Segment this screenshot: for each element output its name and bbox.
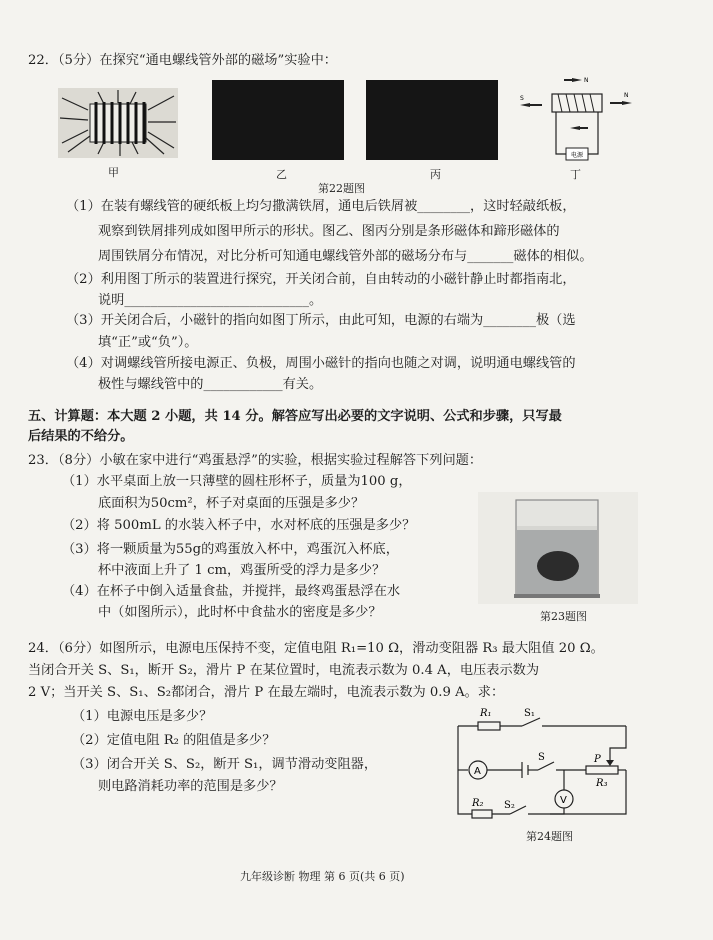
compass-left-s: S <box>520 95 524 102</box>
q22-part1-line2: 观察到铁屑排列成如图甲所示的形状。图乙、图丙分别是条形磁体和蹄形磁体的 <box>98 224 560 239</box>
power-label: 电源 <box>570 152 584 159</box>
figure-yi-bar-magnet-photo <box>212 80 344 160</box>
label-s1: S₁ <box>524 708 535 719</box>
q22-part1-line1: （1）在装有螺线管的硬纸板上均匀撒满铁屑，通电后铁屑被________，这时轻敲纸板， <box>66 199 576 214</box>
section5-heading-line1: 五、计算题：本大题 2 小题，共 14 分。解答应写出必要的文字说明、公式和步骤，只写最 <box>28 409 562 424</box>
q23-part3-line1: （3）将一颗质量为55g的鸡蛋放入杯中，鸡蛋沉入杯底， <box>62 542 399 557</box>
figure-label-ding: 丁 <box>570 168 581 181</box>
label-s: S <box>538 752 545 763</box>
figure-bing-u-magnet-photo <box>366 80 498 160</box>
figure-label-bing: 丙 <box>430 168 441 181</box>
q22-figure-caption: 第22题图 <box>318 182 365 195</box>
q24-part1: （1）电源电压是多少？ <box>72 709 213 724</box>
q23-part3-line2: 杯中液面上升了 1 cm，鸡蛋所受的浮力是多少？ <box>98 563 386 578</box>
label-s2: S₂ <box>504 800 515 811</box>
figure-label-yi: 乙 <box>276 168 287 181</box>
q22-part3-line2: 填“正”或“负”）。 <box>98 335 198 350</box>
figure-ding-solenoid-circuit <box>516 72 636 167</box>
q23-part2-line1: （2）将 500mL 的水装入杯子中，水对杯底的压强是多少？ <box>62 518 416 533</box>
q23-figure-caption: 第23题图 <box>540 610 587 623</box>
label-r3: R₃ <box>596 778 608 789</box>
q22-part1-line3: 周围铁屑分布情况，对比分析可知通电螺线管外部的磁场分布与_______磁体的相似。 <box>98 249 593 264</box>
compass-top-n: N <box>584 77 589 84</box>
q22-part4-line2: 极性与螺线管中的____________有关。 <box>98 377 323 392</box>
q22-part2-line1: （2）利用图丁所示的装置进行探究，开关闭合前，自由转动的小磁针静止时都指南北， <box>66 272 576 287</box>
ammeter-label: A <box>474 766 481 777</box>
figure-q23-egg-glass <box>478 492 638 604</box>
q24-header-line1: 24．（6分）如图所示，电源电压保持不变，定值电阻 R₁=10 Ω，滑动变阻器 R₃ 最大阻值 20 Ω。 <box>28 641 604 656</box>
figure-jia-solenoid-filings <box>58 88 178 158</box>
q22-part3-line1: （3）开关闭合后，小磁针的指向如图丁所示，由此可知，电源的右端为________极（选 <box>66 313 576 328</box>
q23-part1-line2: 底面积为50cm²，杯子对桌面的压强是多少？ <box>98 496 365 511</box>
page-footer: 九年级诊断 物理 第 6 页(共 6 页) <box>240 870 405 883</box>
label-p: P <box>594 754 601 765</box>
label-r1: R₁ <box>480 708 492 719</box>
figure-q24-circuit <box>438 704 638 830</box>
q22-part4-line1: （4）对调螺线管所接电源正、负极，周围小磁针的指向也随之对调，说明通电螺线管的 <box>66 356 576 371</box>
q24-header-line2: 当闭合开关 S、S₁，断开 S₂，滑片 P 在某位置时，电流表示数为 0.4 A，电压表示数为 <box>28 663 540 678</box>
section5-heading-line2: 后结果的不给分。 <box>28 429 134 444</box>
figure-label-jia: 甲 <box>108 166 119 179</box>
q24-part3-line2: 则电路消耗功率的范围是多少？ <box>98 779 283 794</box>
q24-part2: （2）定值电阻 R₂ 的阻值是多少？ <box>72 733 276 748</box>
q23-header: 23．（8分）小敏在家中进行“鸡蛋悬浮”的实验，根据实验过程解答下列问题： <box>28 453 483 468</box>
q23-part1-line1: （1）水平桌面上放一只薄壁的圆柱形杯子，质量为100 g， <box>62 474 412 489</box>
label-r2: R₂ <box>472 798 484 809</box>
q23-part4-line1: （4）在杯子中倒入适量食盐，并搅拌，最终鸡蛋悬浮在水 <box>62 584 401 599</box>
q24-header-line3: 2 V；当开关 S、S₁、S₂都闭合，滑片 P 在最左端时，电流表示数为 0.9 A。求： <box>28 685 505 700</box>
q22-header: 22．（5分）在探究“通电螺线管外部的磁场”实验中： <box>28 53 337 68</box>
voltmeter-label: V <box>560 795 567 806</box>
q23-part4-line2: 中（如图所示），此时杯中食盐水的密度是多少？ <box>98 605 382 620</box>
q24-figure-caption: 第24题图 <box>526 830 573 843</box>
q22-part2-line2: 说明____________________________。 <box>98 293 323 308</box>
compass-right-n: N <box>624 92 629 99</box>
q24-part3-line1: （3）闭合开关 S、S₂，断开 S₁，调节滑动变阻器， <box>72 757 378 772</box>
